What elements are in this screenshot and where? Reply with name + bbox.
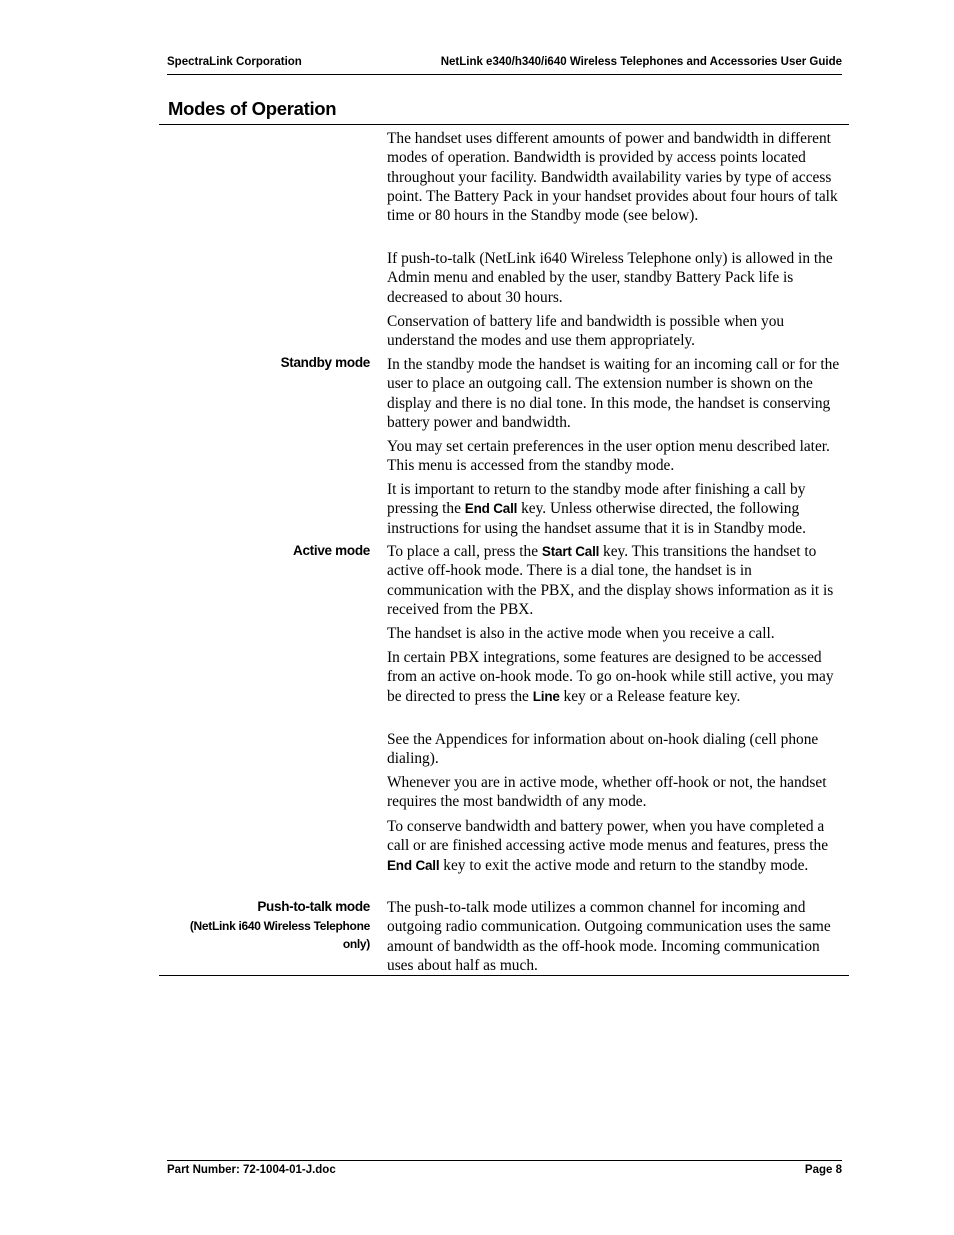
standby-p3-text-a: It is important to return to the standby mode after finishing a call by pressing the (387, 481, 806, 518)
standby-paragraph-2: You may set certain preferences in the user option menu described later. This menu is accessed from the standby mode. (387, 438, 830, 475)
start-call-key-label: Start Call (541, 544, 600, 559)
active-p3-text-a: In certain PBX integrations, some features are designed to be accessed from an active on-hook mode. To go on-hook while still active, you may be directed to press the (387, 649, 834, 705)
page-footer (167, 1160, 842, 1181)
section-title: Modes of Operation (168, 98, 337, 119)
table-bottom-rule (159, 975, 849, 976)
footer-part-number: Part Number: 72-1004-01-J.doc (167, 1164, 336, 1176)
end-call-key-label: End Call (464, 501, 518, 517)
active-paragraph-4: See the Appendices for information about on-hook dialing (cell phone dialing). (387, 731, 819, 768)
intro-paragraph-1: The handset uses different amounts of power and bandwidth in different modes of operation. Bandwidth is provided by access points located throughout your facility. Bandwidth availability varies by type of access point. The Battery Pack in your handset provides about four hours of talk time or 80 hours in the Standby mode (see below). (387, 130, 838, 225)
active-p1-text-b: key. This transitions the handset to active off-hook mode. There is a dial tone, the handset is in communication with the PBX, and the display shows information as it is received from the PBX. (387, 543, 834, 618)
push-to-talk-paragraph-1: The push-to-talk mode utilizes a common channel for incoming and outgoing radio communication. Outgoing communication uses the same amount of bandwidth as the off-hook mode. Incoming communication uses about half as much. (387, 899, 831, 974)
footer-page-number: Page 8 (804, 1164, 842, 1176)
active-p3-text-b: key or a Release feature key. (559, 687, 741, 705)
page-header (167, 54, 842, 75)
active-p1-text-a: To place a call, press the (387, 543, 542, 560)
push-to-talk-mode-label: Push-to-talk mode (257, 899, 370, 914)
intro-paragraph-3: Conservation of battery life and bandwidth is possible when you understand the modes and use them appropriately. (387, 313, 785, 350)
active-paragraph-5: Whenever you are in active mode, whether off-hook or not, the handset requires the most bandwidth of any mode. (387, 774, 827, 811)
active-paragraph-1 (387, 542, 847, 619)
push-to-talk-note: (NetLink i640 Wireless Telephone only) (189, 919, 370, 951)
standby-paragraph-1: In the standby mode the handset is waiting for an incoming call or for the user to place an outgoing call. The extension number is shown on the display and there is no dial tone. In this mode, the handset is conserving battery power and bandwidth. (387, 356, 840, 431)
standby-paragraph-3 (387, 480, 847, 538)
active-paragraph-2: The handset is also in the active mode when you receive a call. (387, 625, 775, 642)
title-rule (159, 124, 849, 125)
header-company: SpectraLink Corporation (167, 56, 302, 68)
active-mode-label: Active mode (293, 543, 370, 558)
header-guide-title: NetLink e340/h340/i640 Wireless Telephones and Accessories User Guide (440, 56, 842, 68)
standby-p3-text-b: key. Unless otherwise directed, the following instructions for using the handset assume that it is in Standby mode. (387, 500, 806, 537)
standby-mode-label: Standby mode (280, 355, 370, 370)
active-p6-text-b: key to exit the active mode and return to the standby mode. (439, 856, 809, 874)
line-key-label: Line (532, 688, 560, 704)
active-paragraph-6 (387, 817, 847, 875)
end-call-key-label: End Call (387, 857, 440, 873)
intro-paragraph-2: If push-to-talk (NetLink i640 Wireless Telephone only) is allowed in the Admin menu and enabled by the user, standby Battery Pack life is decreased to about 30 hours. (387, 250, 833, 306)
active-p6-text-a: To conserve bandwidth and battery power, when you have completed a call or are finished accessing active mode menus and features, press the (387, 818, 829, 855)
active-paragraph-3 (387, 648, 847, 706)
